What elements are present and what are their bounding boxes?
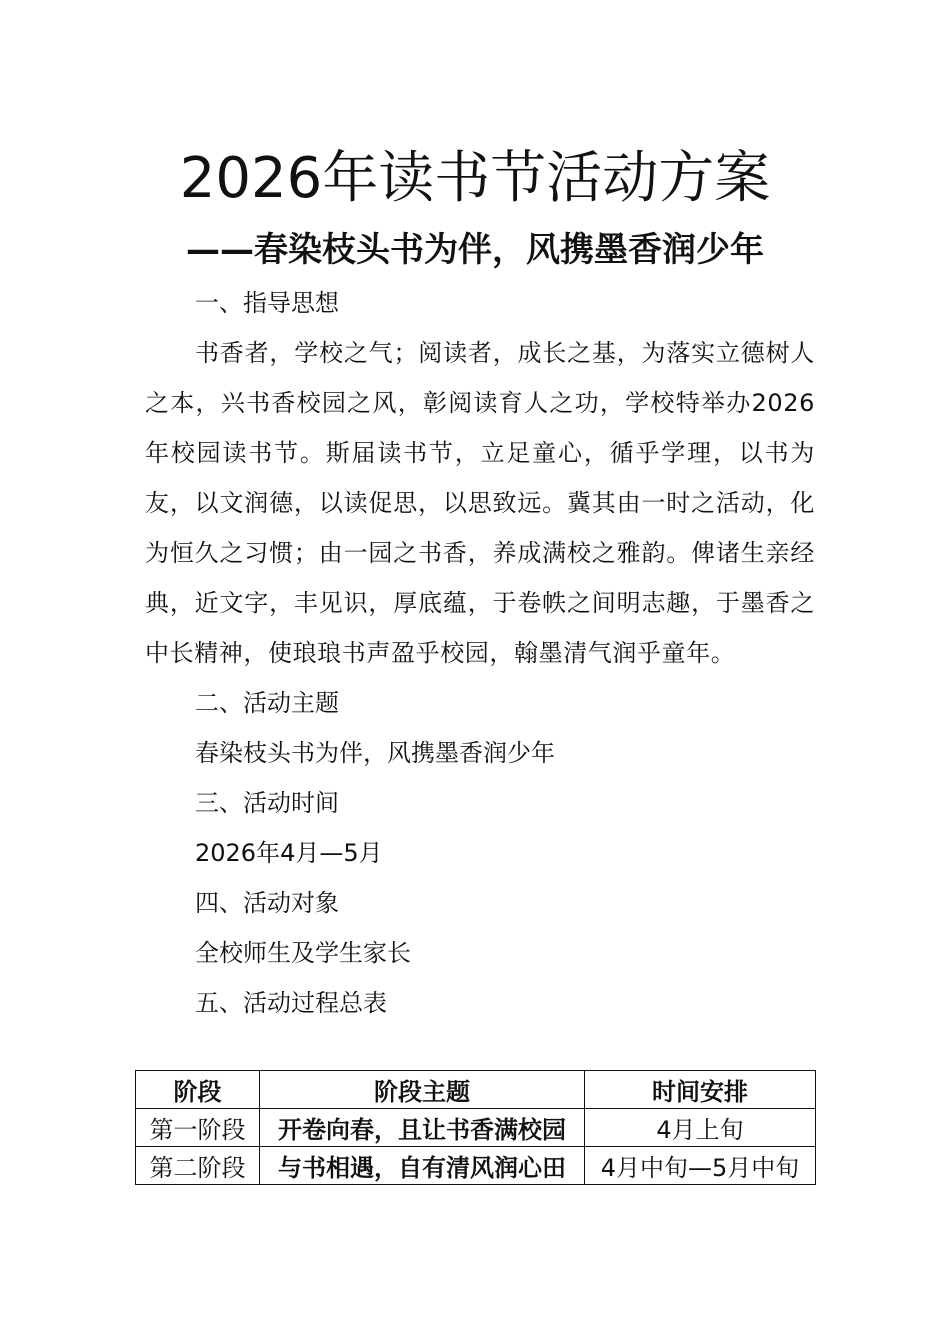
section-heading-guiding-ideology: 一、指导思想 xyxy=(195,289,339,317)
table-row xyxy=(136,1147,816,1185)
row-theme: 与书相遇，自有清风润心田 xyxy=(260,1147,585,1185)
header-time: 时间安排 xyxy=(585,1071,816,1109)
section-heading-activity-time: 三、活动时间 xyxy=(195,789,339,817)
activity-audience-text: 全校师生及学生家长 xyxy=(195,939,411,967)
header-stage: 阶段 xyxy=(136,1071,260,1109)
document-subtitle: ——春染枝头书为伴，风携墨香润少年 xyxy=(186,230,764,270)
header-theme: 阶段主题 xyxy=(260,1071,585,1109)
table-row xyxy=(136,1109,816,1147)
row-stage: 第一阶段 xyxy=(136,1109,260,1147)
row-time: 4月中旬—5月中旬 xyxy=(585,1147,816,1185)
row-stage: 第二阶段 xyxy=(136,1147,260,1185)
row-time: 4月上旬 xyxy=(585,1109,816,1147)
section-heading-activity-audience: 四、活动对象 xyxy=(195,889,339,917)
activity-theme-text: 春染枝头书为伴，风携墨香润少年 xyxy=(195,739,555,767)
schedule-table xyxy=(135,1070,816,1185)
section-heading-process-table: 五、活动过程总表 xyxy=(195,989,387,1017)
table-header-row xyxy=(136,1071,816,1109)
row-theme: 开卷向春，且让书香满校园 xyxy=(260,1109,585,1147)
document-body xyxy=(145,278,815,1028)
section-heading-activity-theme: 二、活动主题 xyxy=(195,689,339,717)
guiding-ideology-paragraph: 书香者，学校之气；阅读者，成长之基，为落实立德树人之本，兴书香校园之风，彰阅读育人之功，学校特举办2026年校园读书节。斯届读书节，立足童心，循乎学理，以书为友，以文润德，以读促思，以思致远。冀其由一时之活动，化为恒久之习惯；由一园之书香，养成满校之雅韵。俾诸生亲经典，近文字，丰见识，厚底蕴，于卷帙之间明志趣，于墨香之中长精神，使琅琅书声盈乎校园，翰墨清气润乎童年。 xyxy=(145,339,815,667)
document-title: 2026年读书节活动方案 xyxy=(179,146,771,211)
activity-time-text: 2026年4月—5月 xyxy=(195,839,383,867)
